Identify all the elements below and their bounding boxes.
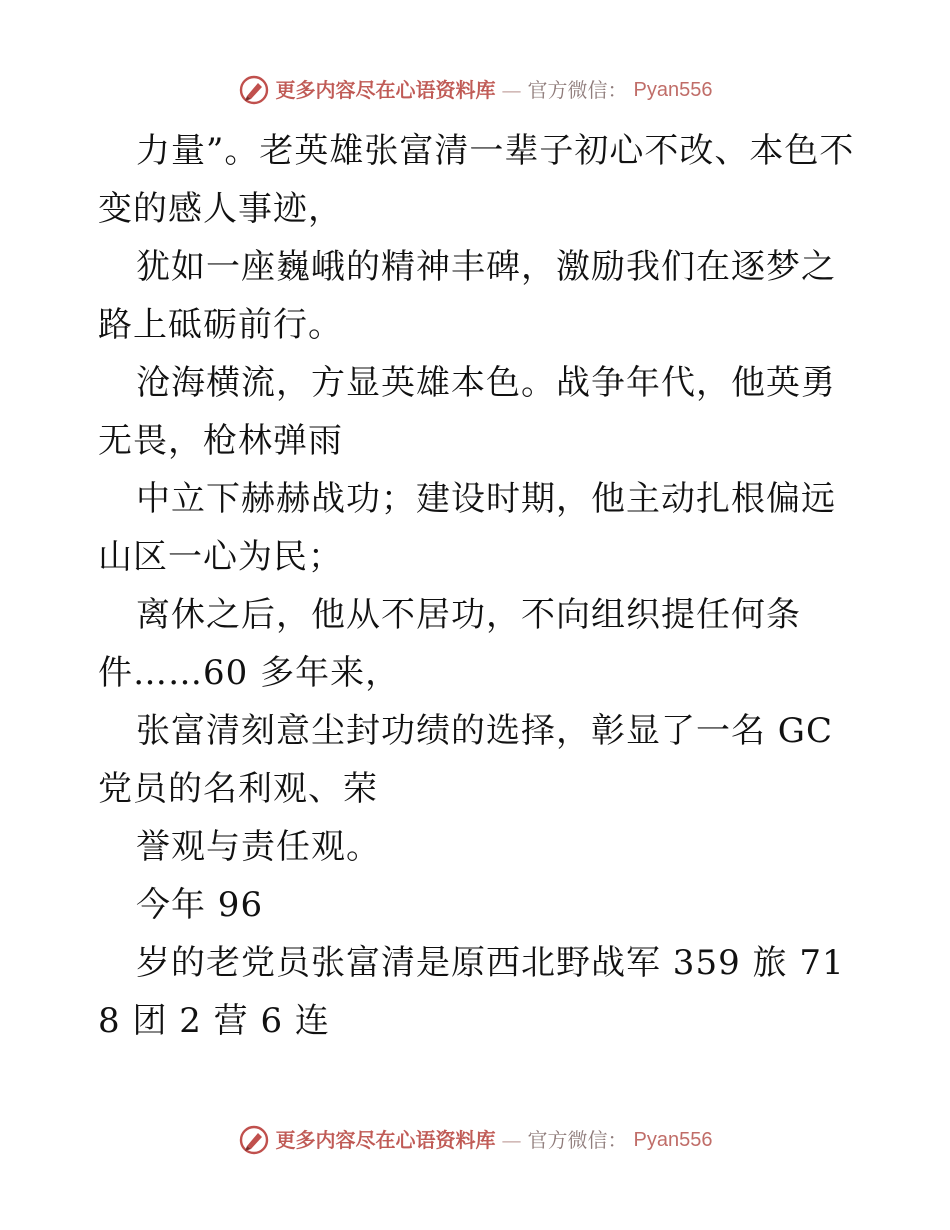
watermark-main-text: 更多内容尽在心语资料库 [275,78,496,102]
watermark-wechat-id: Pyan556 [633,79,713,101]
watermark-wechat-id: Pyan556 [633,1129,713,1151]
paragraph: 今年 96 [136,885,264,925]
watermark-main-text: 更多内容尽在心语资料库 [275,1128,496,1152]
watermark-sub-text: 官方微信： [527,1128,628,1152]
watermark-dash: — [501,78,522,102]
paragraph: 犹如一座巍峨的精神丰碑，激励我们在逐梦之路上砥砺前行。 [98,247,836,345]
paragraph: 沧海横流，方显英雄本色。战争年代，他英勇无畏，枪林弹雨 [98,363,836,461]
paragraph: 中立下赫赫战功；建设时期，他主动扎根偏远山区一心为民； [98,479,836,577]
paragraph: 力量”。老英雄张富清一辈子初心不改、本色不变的感人事迹， [98,131,855,229]
document-body [98,122,858,1050]
header-watermark [0,68,950,112]
paragraph: 誉观与责任观。 [136,827,381,867]
paragraph: 离休之后，他从不居功，不向组织提任何条件……60 多年来， [98,595,801,693]
paragraph: 张富清刻意尘封功绩的选择，彰显了一名 GC 党员的名利观、荣 [98,711,833,809]
watermark-sub-text: 官方微信： [527,78,628,102]
footer-watermark [0,1118,950,1162]
watermark-dash: — [501,1128,522,1152]
paragraph: 岁的老党员张富清是原西北野战军 359 旅 718 团 2 营 6 连 [98,943,845,1041]
pen-logo-icon [238,74,270,106]
pen-logo-icon [238,1124,270,1156]
